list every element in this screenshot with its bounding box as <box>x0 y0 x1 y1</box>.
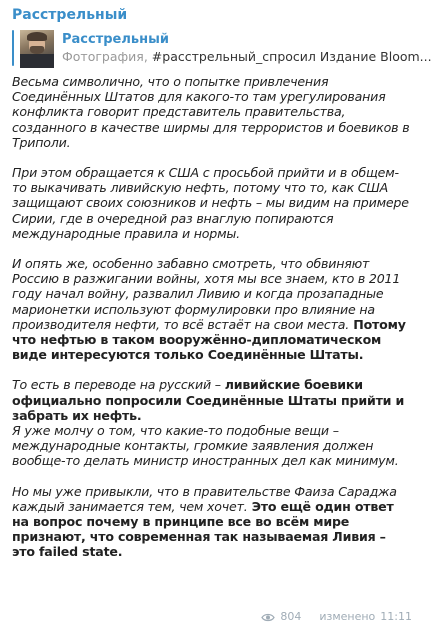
reply-preview-rest: Издание Bloom... <box>315 49 432 64</box>
eye-icon <box>261 613 275 622</box>
paragraph-5: Я уже молчу о том, что какие-то подобные вещи – международные контакты, громкие заявления должен вообще-то делать министр иностранных дел как минимум. <box>12 423 399 469</box>
paragraph-4-italic: То есть в переводе на русский – <box>12 377 225 393</box>
message-footer <box>261 610 412 624</box>
reply-preview[interactable] <box>12 30 432 66</box>
paragraph-4-bold: ливийские боевики официально попросили Соединённые Штаты прийти и забрать их нефть. <box>12 377 405 423</box>
paragraph-3-bold: Потому что нефтью в таком вооружённо-дипломатическом виде интересуются только Соединённые Штаты. <box>12 316 406 363</box>
paragraph-6 <box>12 484 412 560</box>
reply-hashtag: #расстрельный_спросил <box>147 49 316 64</box>
paragraph-2: При этом обращается к США с просьбой прийти и в общем-то выкачивать ливийскую нефть, потому что то, как США защищают своих союзников и нефть – мы видим на примере Сирии, где в очередной раз внаглую попираются международные правила и нормы. <box>12 165 409 241</box>
paragraph-1: Весьма символично, что о попытке привлечения Соединённых Штатов для какого-то там урегулирования конфликта говорит представитель правительства, созданного в качестве ширмы для террористов и боевиков в Триполи. <box>12 74 410 150</box>
edited-label: изменено <box>319 610 376 623</box>
reply-accent-bar <box>12 30 14 66</box>
reply-text <box>62 30 432 66</box>
paragraph-6-bold: Это ещё один ответ на вопрос почему в принципе все во всём мире признают, что современная так называемая Ливия – это failed state. <box>12 498 394 560</box>
message-time: 11:11 <box>380 610 412 623</box>
paragraph-6-italic: Но мы уже привыкли, что в правительстве Фаиза Сараджа каждый занимается тем, чем хочет. <box>12 483 397 514</box>
channel-name[interactable]: Расстрельный <box>12 7 128 23</box>
message-body <box>12 74 412 560</box>
paragraph-3-italic: И опять же, особенно забавно смотреть, что обвиняют Россию в разжигании войны, хотя мы все знаем, кто в 2011 году начал войну, развалил Ливию и когда прозападные марионетки используют формулировки про влияние на производителя нефти, то всё встаёт на свои места. <box>12 256 401 332</box>
reply-snippet <box>62 48 432 65</box>
reply-title: Расстрельный <box>62 32 169 47</box>
reply-photo-thumbnail <box>20 30 54 66</box>
view-count: 804 <box>280 610 302 623</box>
reply-kind: Фотография, <box>62 49 148 64</box>
paragraph-3 <box>12 256 412 362</box>
paragraph-4 <box>12 377 412 423</box>
